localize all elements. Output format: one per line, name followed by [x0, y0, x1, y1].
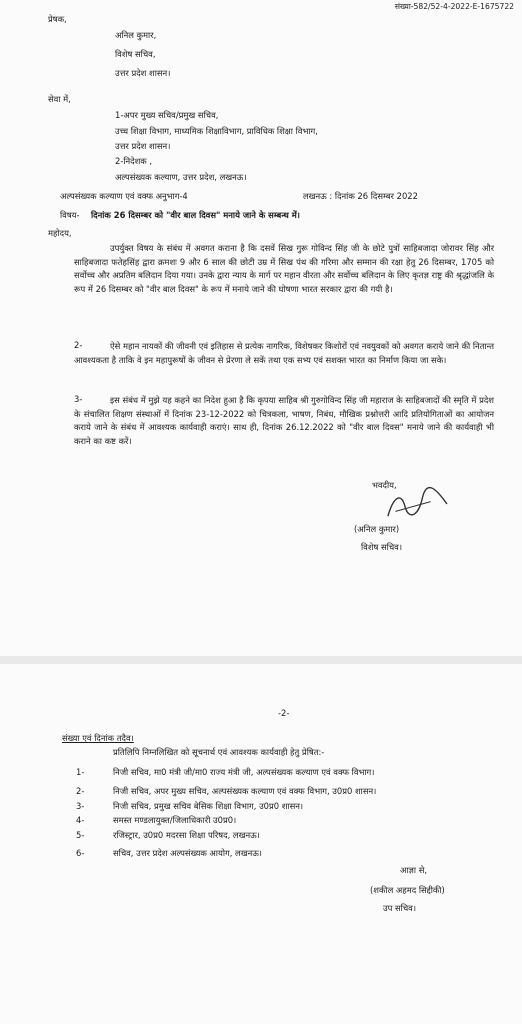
handwritten-signature: [381, 483, 455, 528]
signatory-name: (अनिल कुमार): [354, 524, 400, 534]
copy-item-number: 5-: [76, 830, 85, 840]
paragraph-1: उपर्युक्त विषय के संबंध में अवगत कराना है कि दसवें सिख गुरू गोविन्द सिंह जी के छोटे पुत्रों साहिबजादा जोरावर सिंह और साहिबजादा फतेहसिंह द्वारा क्रमशः 9 और 6 साल की छोटी उम्र में सिख पंथ की गरिमा और सम्मान की रक्षा हेतु 26 दिसम्बर, 1705 को सर्वोच्च और अप्रतिम बलिदान दिया गया। उनके द्वारा न्याय के मार्ग पर महान वीरता और सर्वोच्च बलिदान के लिए कृतज्ञ राष्ट्र की श्रृद्धांजलि के रूप में 26 दिसम्बर को "वीर बाल दिवस" के रूप में मनाये जाने की घोषणा भारत सरकार द्वारा की गयी है।: [74, 243, 494, 294]
copy-item-number: 1-: [76, 767, 85, 777]
copy-intro: प्रतिलिपि निम्नलिखित को सूचनार्थ एवं आवश्यक कार्यवाही हेतु प्रेषित:-: [113, 747, 325, 757]
reference-number: संख्या-582/52-4-2022-E-1675722: [394, 2, 514, 11]
signatory-designation: उप सचिव।: [383, 903, 416, 913]
recipient-line: 1-अपर मुख्य सचिव/प्रमुख सचिव,: [115, 110, 219, 120]
signature-stroke: [381, 483, 454, 524]
copy-item-text: समस्त मण्डलायुक्त/जिलाधिकारी उ0प्र0।: [113, 815, 237, 825]
copy-header: संख्या एवं दिनांक तदैव।: [62, 733, 134, 743]
copy-item-text: निजी सचिव, मा0 मंत्री जी/मा0 राज्य मंत्री जी, अल्पसंख्यक कल्याण एवं वक्फ विभाग।: [113, 767, 375, 777]
recipient-line: अल्पसंख्यक कल्याण, उत्तर प्रदेश, लखनऊ।: [115, 172, 247, 182]
recipient-line: उत्तर प्रदेश शासन।: [115, 141, 171, 151]
sender-name: अनिल कुमार,: [115, 30, 157, 40]
place-date: लखनऊ : दिनांक 26 दिसम्बर 2022: [303, 191, 418, 201]
copy-item-text: निजी सचिव, अपर मुख्य सचिव, अल्पसंख्यक कल्याण एवं वक्फ विभाग, उ0प्र0 शासन।: [113, 786, 377, 796]
copy-item-number: 3-: [76, 801, 85, 811]
copy-item-number: 6-: [76, 848, 85, 858]
closing: भवदीय,: [372, 480, 397, 490]
sender-office: उत्तर प्रदेश शासन।: [115, 68, 171, 78]
to-label: सेवा में,: [48, 94, 71, 104]
subject-text: दिनांक 26 दिसम्बर को "वीर बाल दिवस" मनाये जाने के सम्बन्ध में।: [91, 210, 300, 220]
letter-page-2: [0, 664, 522, 1024]
subject-label: विषय-: [60, 210, 80, 220]
copy-item-text: रजिस्ट्रार, उ0प्र0 मदरसा शिक्षा परिषद, लखनऊ।: [113, 830, 260, 840]
copy-item-text: सचिव, उत्तर प्रदेश अल्पसंख्यक आयोग, लखनऊ।: [113, 848, 262, 858]
paragraph-2-number: 2-: [74, 340, 83, 350]
page-number: -2-: [278, 708, 290, 718]
sender-label: प्रेषक,: [48, 14, 67, 24]
paragraph-3-number: 3-: [74, 394, 83, 404]
paragraph-3: इस संबंध में मुझे यह कहने का निदेश हुआ है कि कृपया साहिब श्री गुरुगोविन्द सिंह जी महाराज के साहिबजादों की स्मृति में प्रदेश के संचालित शिक्षण संस्थाओं में दिनांक 23-12-2022 को चित्रकला, भाषण, निबंध, मौखिक प्रश्नोत्तरी आदि प्रतियोगिताओं का आयोजन कराये जाने के संबंध में आवश्यक कार्यवाही कराएं। साथ ही, दिनांक 26.12.2022 को "वीर बाल दिवस" मनाये जाने की कार्यवाही भी कराने का कष्ट करें।: [74, 395, 494, 446]
signatory-designation: विशेष सचिव।: [361, 542, 403, 552]
copy-item-text: निजी सचिव, प्रमुख सचिव बेसिक शिक्षा विभाग, उ0प्र0 शासन।: [113, 801, 304, 811]
copy-item-number: 2-: [76, 786, 85, 796]
paragraph-2: ऐसे महान नायकों की जीवनी एवं इतिहास से प्रत्येक नागरिक, विशेषकर किशोरों एवं नवयुवकों को अवगत कराये जाने की नितान्त आवश्यकता है ताकि वे इन महापुरूषों के जीवन से प्रेरणा ले सकें तथा एक सभ्य एवं सशक्त भारत का निर्माण किया जा सके।: [74, 341, 494, 365]
copy-item-number: 4-: [76, 815, 85, 825]
section-name: अल्पसंख्यक कल्याण एवं वक्फ अनुभाग-4: [60, 191, 188, 201]
recipient-line: 2-निदेशक ,: [115, 156, 153, 166]
sender-designation: विशेष सचिव,: [115, 49, 156, 59]
signatory-name: (शकील अहमद सिद्दीकी): [370, 885, 445, 895]
order-label: आज्ञा से,: [400, 865, 428, 875]
salutation: महोदय,: [48, 228, 72, 238]
recipient-line: उच्च शिक्षा विभाग, माध्यमिक शिक्षाविभाग, प्राविधिक शिक्षा विभाग,: [115, 126, 318, 136]
